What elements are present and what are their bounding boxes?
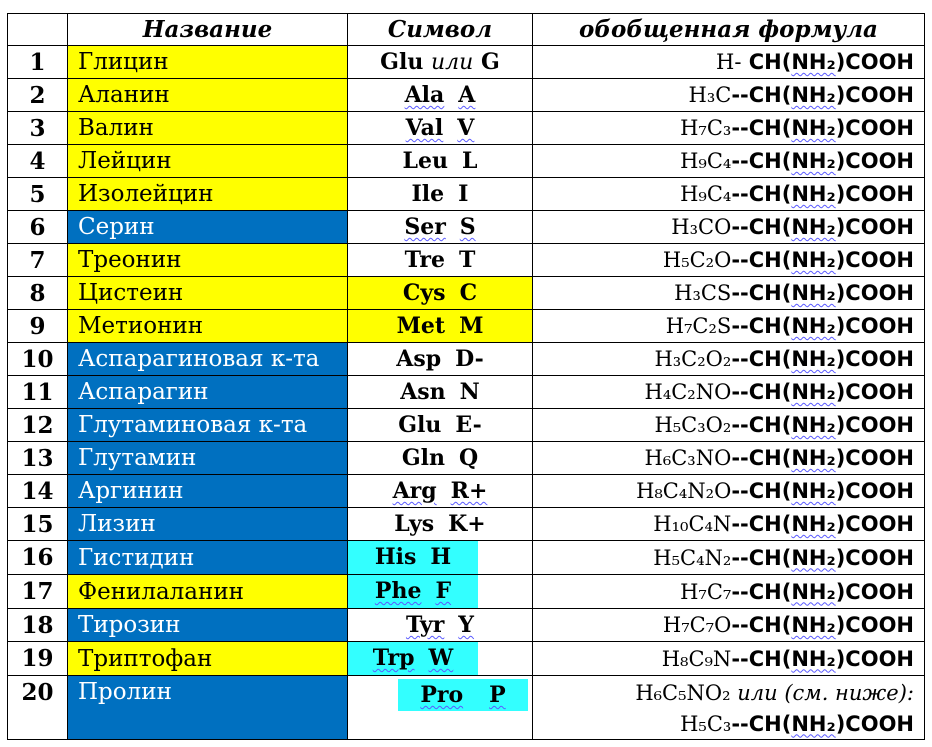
formula-core: CH(NH₂)COOH — [748, 413, 914, 437]
formula-core: CH(NH₂)COOH — [748, 446, 914, 470]
row-num: 5 — [8, 178, 68, 211]
formula-prefix: H₅C₂O — [662, 248, 732, 272]
table-row-2 — [8, 79, 925, 112]
row-num: 4 — [8, 145, 68, 178]
row-num: 19 — [8, 642, 68, 676]
symbol-code: Tyr — [405, 612, 445, 638]
row-num: 1 — [8, 46, 68, 79]
symbol-code: Cys — [402, 280, 446, 306]
row-formula — [533, 442, 925, 475]
row-num: 2 — [8, 79, 68, 112]
formula-prefix: H₅C₃O₂ — [654, 413, 732, 437]
row-formula — [533, 376, 925, 409]
formula-prefix: H₇C₇O — [662, 613, 732, 637]
row-num: 17 — [8, 575, 68, 609]
row-formula — [533, 244, 925, 277]
row-num: 10 — [8, 343, 68, 376]
table-row-14 — [8, 475, 925, 508]
amino-acid-table — [7, 13, 925, 740]
symbol-letter: W — [428, 645, 454, 671]
row-formula — [533, 277, 925, 310]
table-row-8 — [8, 277, 925, 310]
formula-core: CH(NH₂)COOH — [748, 116, 914, 140]
formula-prefix: H₆C₃NO — [644, 446, 732, 470]
row-name: Глутамин — [68, 442, 348, 475]
header-formula: обобщенная формула — [533, 14, 925, 46]
formula-core: CH(NH₂)COOH — [748, 347, 914, 371]
symbol-letter: Y — [458, 612, 475, 638]
row-symbol — [348, 676, 533, 740]
formula-prefix: H₃CO — [671, 215, 732, 239]
table-row-19 — [8, 642, 925, 676]
row-formula — [533, 46, 925, 79]
formula-note: или (см. ниже): — [737, 680, 914, 705]
formula-sep: -- — [731, 646, 749, 671]
symbol-code: Asp — [396, 346, 442, 372]
formula-prefix: H₇C₃ — [680, 116, 732, 140]
formula-sep: -- — [731, 711, 749, 736]
row-symbol — [348, 409, 533, 442]
symbol-letter: Q — [458, 445, 479, 471]
header-name: Название — [68, 14, 348, 46]
formula-prefix: H₄C₂NO — [644, 380, 732, 404]
symbol-letter: G — [481, 48, 500, 75]
row-symbol — [348, 112, 533, 145]
table-row-7 — [8, 244, 925, 277]
row-formula — [533, 79, 925, 112]
formula-sep: -- — [731, 281, 749, 305]
formula-prefix: H₅C₃ — [680, 711, 732, 736]
table-row-5 — [8, 178, 925, 211]
formula-prefix: H₇C₂S — [665, 314, 732, 338]
row-formula — [533, 575, 925, 609]
formula-sep: -- — [731, 83, 749, 107]
formula-sep: -- — [731, 182, 749, 206]
symbol-code: Arg — [392, 478, 437, 504]
formula-core: CH(NH₂)COOH — [748, 646, 914, 671]
row-name: Пролин — [68, 676, 348, 740]
row-symbol — [348, 609, 533, 642]
row-num: 8 — [8, 277, 68, 310]
formula-core: CH(NH₂)COOH — [748, 613, 914, 637]
formula-prefix: H₅C₄N₂ — [653, 545, 732, 570]
row-num: 6 — [8, 211, 68, 244]
formula-prefix: H₃C — [688, 83, 732, 107]
row-num: 11 — [8, 376, 68, 409]
row-name: Аспарагин — [68, 376, 348, 409]
formula-alt: H₆C₅NO₂ — [635, 680, 731, 705]
row-name: Гистидин — [68, 541, 348, 575]
symbol-code: Gln — [401, 445, 445, 471]
header-symbol: Символ — [348, 14, 533, 46]
formula-prefix: H₉C₄ — [680, 182, 732, 206]
formula-prefix: H₉C₄ — [680, 149, 732, 173]
symbol-letter: P — [489, 682, 506, 708]
formula-sep: -- — [731, 512, 749, 536]
formula-core: CH(NH₂)COOH — [748, 149, 914, 173]
formula-core: CH(NH₂)COOH — [748, 314, 914, 338]
row-name: Глицин — [68, 46, 348, 79]
formula-prefix: H₈C₉N — [661, 646, 732, 671]
row-formula — [533, 642, 925, 676]
formula-prefix: H₈C₄N₂O — [636, 479, 732, 503]
symbol-letter: L — [462, 148, 478, 174]
header-row — [8, 14, 925, 46]
row-name: Аланин — [68, 79, 348, 112]
formula-core: CH(NH₂)COOH — [748, 281, 914, 305]
row-name: Цистеин — [68, 277, 348, 310]
table-row-15 — [8, 508, 925, 541]
row-symbol — [348, 211, 533, 244]
formula-prefix: H₃CS — [674, 281, 732, 305]
row-formula — [533, 409, 925, 442]
table-row-3 — [8, 112, 925, 145]
table-row-11 — [8, 376, 925, 409]
table-row-18 — [8, 609, 925, 642]
row-name: Триптофан — [68, 642, 348, 676]
row-name: Валин — [68, 112, 348, 145]
symbol-or: или — [430, 49, 474, 75]
symbol-letter: H — [430, 544, 452, 570]
formula-sep — [741, 50, 748, 74]
formula-core: CH(NH₂)COOH — [748, 248, 914, 272]
formula-sep: -- — [731, 149, 749, 173]
row-formula — [533, 310, 925, 343]
row-name: Треонин — [68, 244, 348, 277]
row-symbol — [348, 79, 533, 112]
table-row-6 — [8, 211, 925, 244]
row-name: Серин — [68, 211, 348, 244]
row-symbol — [348, 541, 533, 575]
formula-core: CH(NH₂)COOH — [748, 579, 914, 604]
row-symbol — [348, 442, 533, 475]
formula-prefix: H₇C₇ — [680, 579, 732, 604]
symbol-letter: I — [458, 181, 469, 207]
row-num: 13 — [8, 442, 68, 475]
formula-sep: -- — [731, 413, 749, 437]
table-row-17 — [8, 575, 925, 609]
symbol-code: Ala — [404, 82, 445, 108]
formula-sep: -- — [731, 479, 749, 503]
symbol-letter: V — [457, 115, 475, 141]
row-symbol — [348, 475, 533, 508]
formula-sep: -- — [731, 347, 749, 371]
row-symbol — [348, 244, 533, 277]
symbol-letter: N — [459, 379, 480, 405]
row-symbol — [348, 46, 533, 79]
symbol-code: Glu — [380, 48, 424, 75]
symbol-code: Val — [405, 115, 444, 141]
formula-sep: -- — [731, 215, 749, 239]
formula-sep: -- — [731, 248, 749, 272]
row-name: Тирозин — [68, 609, 348, 642]
symbol-letter: T — [458, 247, 476, 273]
table-row-12 — [8, 409, 925, 442]
table-row-9 — [8, 310, 925, 343]
row-formula — [533, 676, 925, 740]
row-formula — [533, 541, 925, 575]
symbol-letter: K+ — [448, 511, 486, 537]
symbol-letter: F — [435, 578, 452, 604]
row-num: 7 — [8, 244, 68, 277]
row-name: Лейцин — [68, 145, 348, 178]
row-num: 20 — [8, 676, 68, 740]
formula-core: CH(NH₂)COOH — [748, 380, 914, 404]
symbol-code: Asn — [400, 379, 446, 405]
formula-prefix: H₃C₂O₂ — [654, 347, 732, 371]
row-symbol — [348, 343, 533, 376]
row-formula — [533, 508, 925, 541]
symbol-code: Leu — [402, 148, 448, 174]
formula-core: CH(NH₂)COOH — [748, 50, 914, 74]
row-num: 3 — [8, 112, 68, 145]
symbol-code: Glu — [398, 412, 442, 438]
table-row-10 — [8, 343, 925, 376]
formula-sep: -- — [731, 613, 749, 637]
table-row-20 — [8, 676, 925, 740]
row-symbol — [348, 277, 533, 310]
formula-prefix: H₁₀C₄N — [653, 512, 732, 536]
table-row-13 — [8, 442, 925, 475]
formula-core: CH(NH₂)COOH — [748, 711, 914, 736]
symbol-code: Ser — [404, 214, 446, 240]
symbol-letter: C — [459, 280, 478, 306]
table-row-4 — [8, 145, 925, 178]
symbol-code: Pro — [420, 682, 464, 708]
formula-sep: -- — [731, 545, 749, 570]
row-formula — [533, 112, 925, 145]
table-row-16 — [8, 541, 925, 575]
symbol-letter: D- — [455, 346, 484, 372]
row-formula — [533, 609, 925, 642]
formula-core: CH(NH₂)COOH — [748, 182, 914, 206]
row-num: 12 — [8, 409, 68, 442]
row-num: 9 — [8, 310, 68, 343]
formula-core: CH(NH₂)COOH — [748, 545, 914, 570]
row-formula — [533, 475, 925, 508]
formula-sep: -- — [731, 446, 749, 470]
formula-sep: -- — [731, 380, 749, 404]
row-formula — [533, 145, 925, 178]
symbol-code: Ile — [411, 181, 445, 207]
symbol-letter: E- — [455, 412, 482, 438]
row-symbol — [348, 642, 533, 676]
row-name: Изолейцин — [68, 178, 348, 211]
row-num: 16 — [8, 541, 68, 575]
formula-core: CH(NH₂)COOH — [748, 479, 914, 503]
row-symbol — [348, 575, 533, 609]
formula-sep: -- — [731, 314, 749, 338]
row-name: Фенилаланин — [68, 575, 348, 609]
table-row-1 — [8, 46, 925, 79]
symbol-code: Phe — [374, 578, 422, 604]
row-num: 18 — [8, 609, 68, 642]
row-symbol — [348, 145, 533, 178]
row-name: Аспарагиновая к-та — [68, 343, 348, 376]
symbol-letter: A — [458, 82, 476, 108]
symbol-code: Met — [396, 313, 446, 339]
row-symbol — [348, 178, 533, 211]
formula-sep: -- — [731, 116, 749, 140]
symbol-letter: M — [459, 313, 484, 339]
symbol-code: Lys — [394, 511, 435, 537]
formula-core: CH(NH₂)COOH — [748, 215, 914, 239]
symbol-code: Tre — [404, 247, 445, 273]
header-num — [8, 14, 68, 46]
row-num: 15 — [8, 508, 68, 541]
row-name: Метионин — [68, 310, 348, 343]
symbol-letter: S — [459, 214, 476, 240]
row-name: Глутаминовая к-та — [68, 409, 348, 442]
symbol-letter: R+ — [450, 478, 488, 504]
formula-core: CH(NH₂)COOH — [748, 512, 914, 536]
formula-core: CH(NH₂)COOH — [748, 83, 914, 107]
row-formula — [533, 211, 925, 244]
formula-prefix: H- — [716, 50, 742, 74]
formula-sep: -- — [731, 579, 749, 604]
row-formula — [533, 343, 925, 376]
row-symbol — [348, 310, 533, 343]
row-num: 14 — [8, 475, 68, 508]
row-name: Аргинин — [68, 475, 348, 508]
symbol-code: His — [374, 544, 417, 570]
row-formula — [533, 178, 925, 211]
symbol-code: Trp — [372, 645, 415, 671]
row-symbol — [348, 376, 533, 409]
row-name: Лизин — [68, 508, 348, 541]
row-symbol — [348, 508, 533, 541]
